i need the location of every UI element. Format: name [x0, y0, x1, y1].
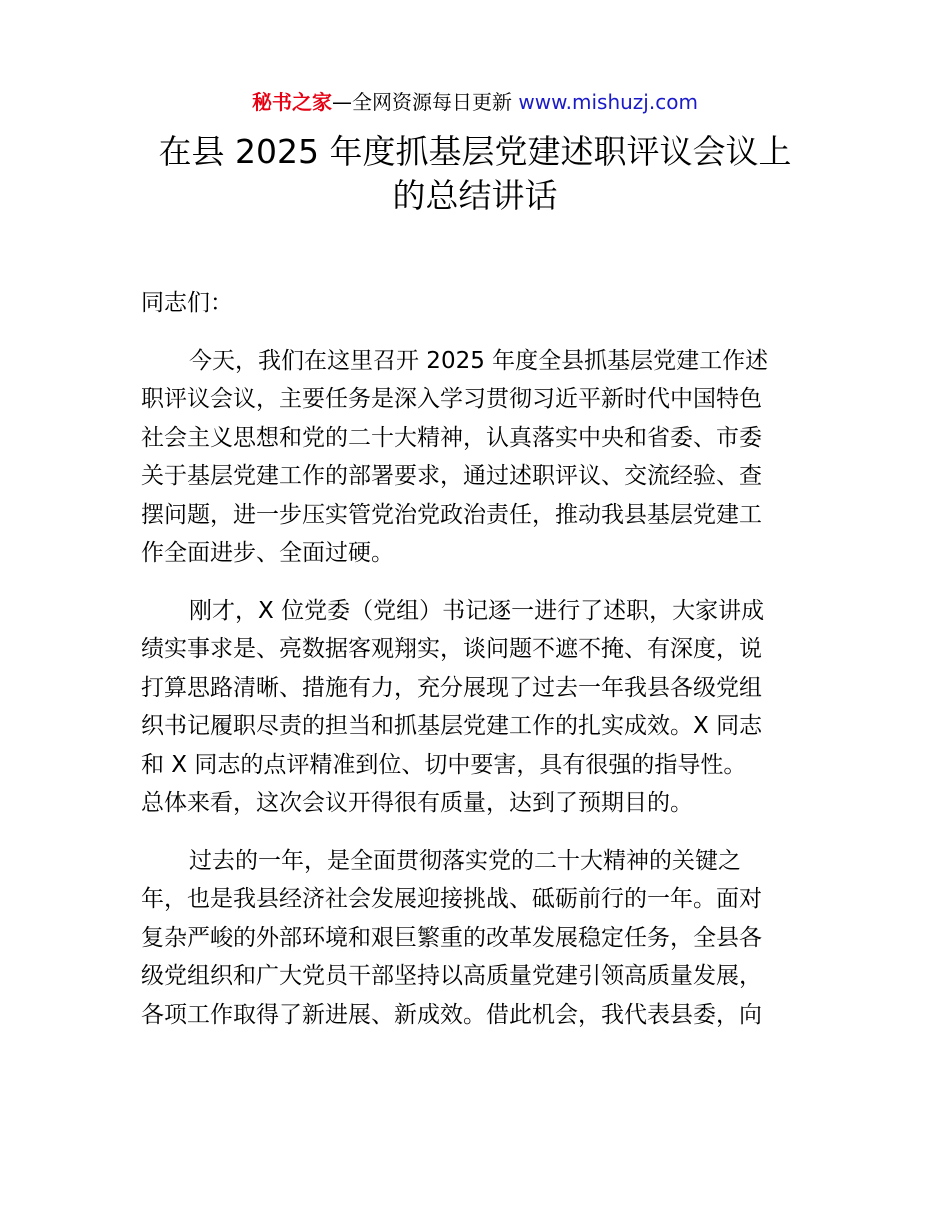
paragraph-line: 作全面进步、全面过硬。 [141, 540, 394, 566]
paragraph-line: 绩实事求是、亮数据客观翔实，谈问题不遮不掩、有深度，说 [141, 636, 762, 662]
paragraph-line: 打算思路清晰、措施有力，充分展现了过去一年我县各级党组 [141, 674, 762, 701]
document-title [130, 130, 820, 218]
document-body [141, 284, 813, 1053]
title-line-2: 的总结讲话 [392, 176, 558, 215]
paragraph-1 [141, 342, 813, 573]
paragraph-2 [141, 592, 813, 823]
paragraph-3 [141, 842, 813, 1035]
paragraph-line: 今天，我们在这里召开 2025 年度全县抓基层党建工作述 [189, 347, 769, 374]
paragraph-line: 织书记履职尽责的担当和抓基层党建工作的扎实成效。X 同志 [141, 713, 763, 739]
brand-name: 秘书之家 [252, 90, 333, 114]
header-tagline: —全网资源每日更新 [332, 90, 513, 114]
paragraph-line: 和 X 同志的点评精准到位、切中要害，具有很强的指导性。 [141, 751, 747, 778]
paragraph-line: 复杂严峻的外部环境和艰巨繁重的改革发展稳定任务，全县各 [141, 924, 762, 951]
site-url-link[interactable]: www.mishuzj.com [518, 90, 698, 114]
paragraph-line: 刚才，X 位党委（党组）书记逐一进行了述职，大家讲成 [189, 597, 765, 624]
paragraph-line: 总体来看，这次会议开得很有质量，达到了预期目的。 [141, 790, 693, 816]
paragraph-line: 级党组织和广大党员干部坚持以高质量党建引领高质量发展， [141, 963, 762, 989]
paragraph-line: 社会主义思想和党的二十大精神，认真落实中央和省委、市委 [141, 424, 762, 451]
title-line-1: 在县 2025 年度抓基层党建述职评议会议上 [158, 132, 792, 171]
salutation: 同志们： [141, 290, 233, 316]
site-header [0, 88, 950, 116]
paragraph-line: 关于基层党建工作的部署要求，通过述职评议、交流经验、查 [141, 463, 762, 489]
paragraph-line: 摆问题，进一步压实管党治党政治责任，推动我县基层党建工 [141, 501, 762, 528]
paragraph-line: 职评议会议，主要任务是深入学习贯彻习近平新时代中国特色 [141, 386, 762, 412]
paragraph-line: 各项工作取得了新进展、新成效。借此机会，我代表县委，向 [141, 1001, 762, 1028]
paragraph-line: 年，也是我县经济社会发展迎接挑战、砥砺前行的一年。面对 [141, 886, 762, 912]
paragraph-line: 过去的一年，是全面贯彻落实党的二十大精神的关键之 [189, 847, 741, 874]
